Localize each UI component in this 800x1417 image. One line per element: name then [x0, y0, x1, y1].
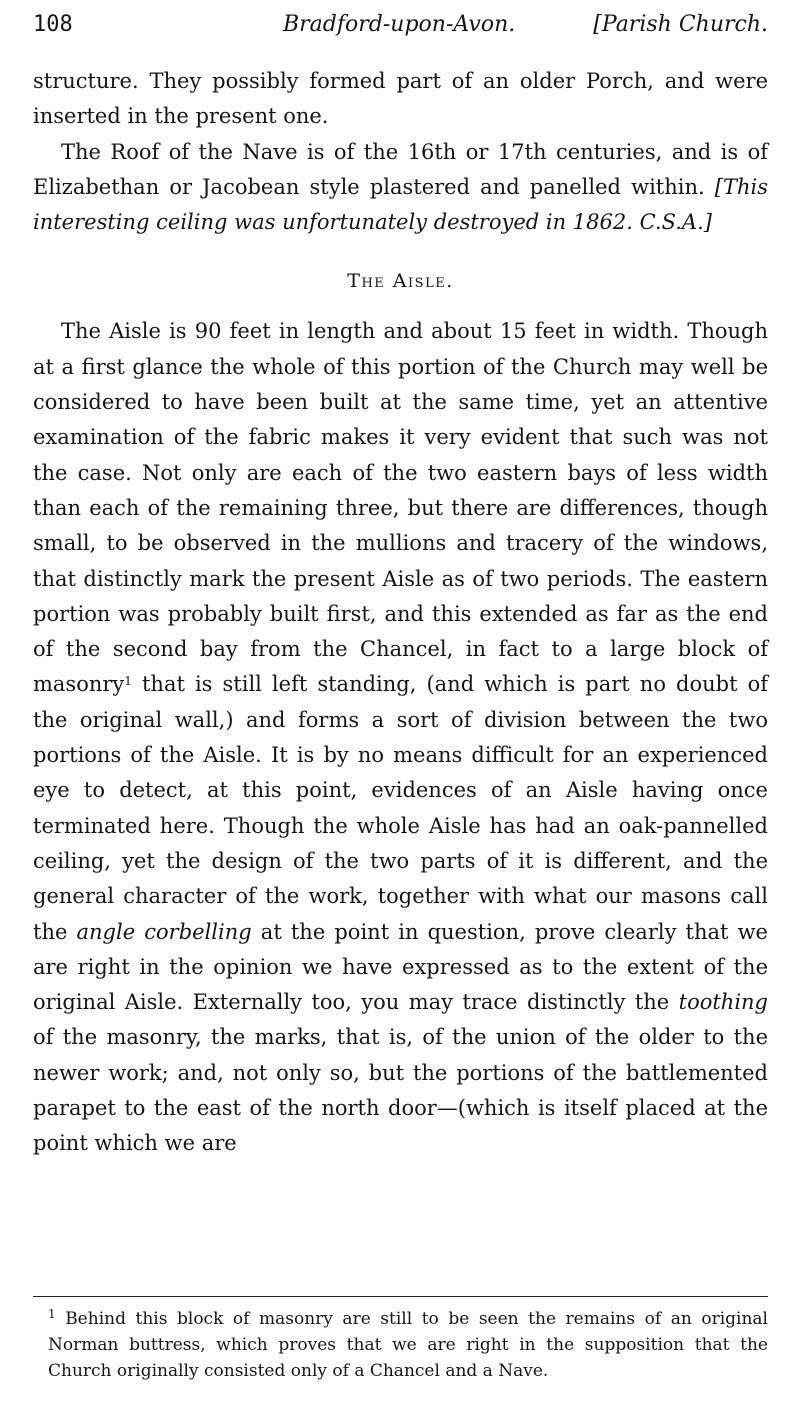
emphasis-angle-corbelling: angle corbelling [76, 919, 252, 944]
aisle-text-a: The Aisle is 90 feet in length and about 15 feet in width. Though at a first glance the whole of this portion of the Church may well be considered to have been built at the same time, yet an attentive examination of the fabric makes it very evident that such was not the case. Not only are each of the two eastern bays of less width than each of the remaining three, but there are differences, though small, to be observed in the mullions and tracery of the windows, that distinctly mark the present Aisle as of two periods. The eastern portion was probably built first, and this extended as far as the end of the second bay from the Chancel, in fact to a large block of masonry [33, 319, 768, 697]
nave-roof-text: The Roof of the Nave is of the 16th or 17th centuries, and is of Elizabethan or Jacobean style plastered and panelled within. [33, 139, 768, 199]
section-title: [Parish Church. [593, 12, 768, 37]
page-header [33, 10, 768, 44]
paragraph-aisle [33, 314, 768, 1161]
paragraph-porch: structure. They possibly formed part of an older Porch, and were inserted in the present one. [33, 69, 768, 129]
aisle-text-c: at the point in question, prove clearly that we are right in the opinion we have expressed as to the extent of the original Aisle. Externally too, you may trace distinctly the [33, 919, 768, 1015]
editor-note: [This interesting ceiling was unfortunately destroyed in 1862. C.S.A.] [33, 174, 768, 235]
footnote-text: Behind this block of masonry are still to be seen the remains of an original Norman buttress, which proves that we are right in the supposition that the Church originally consisted only of a Chancel and a Nave. [48, 1309, 768, 1381]
emphasis-toothing: toothing [678, 990, 768, 1015]
paragraph-nave-roof [33, 135, 768, 241]
footnote-marker: 1 [48, 1307, 56, 1321]
footnote-divider [33, 1296, 768, 1297]
section-heading: The Aisle. [347, 270, 454, 293]
aisle-text-b: that is still left standing, (and which is part no doubt of the original wall,) and forms a sort of division between the two portions of the Aisle. It is by no means difficult for an experienced eye to detect, at this point, evidences of an Aisle having once terminated here. Though the whole Aisle has had an oak-pannelled ceiling, yet the design of the two parts of it is different, and the general character of the work, together with what our masons call the [33, 672, 768, 944]
footnote-reference[interactable]: 1 [124, 674, 132, 689]
running-title: Bradford-upon-Avon. [283, 12, 516, 37]
page-number: 108 [33, 12, 73, 37]
aisle-text-d: of the masonry, the marks, that is, of the union of the older to the newer work; and, not only so, but the portions of the battlemented parapet to the east of the north door—(which is itself placed at the point which we are [33, 1025, 768, 1156]
book-page [33, 10, 768, 1162]
footnote [48, 1306, 768, 1384]
